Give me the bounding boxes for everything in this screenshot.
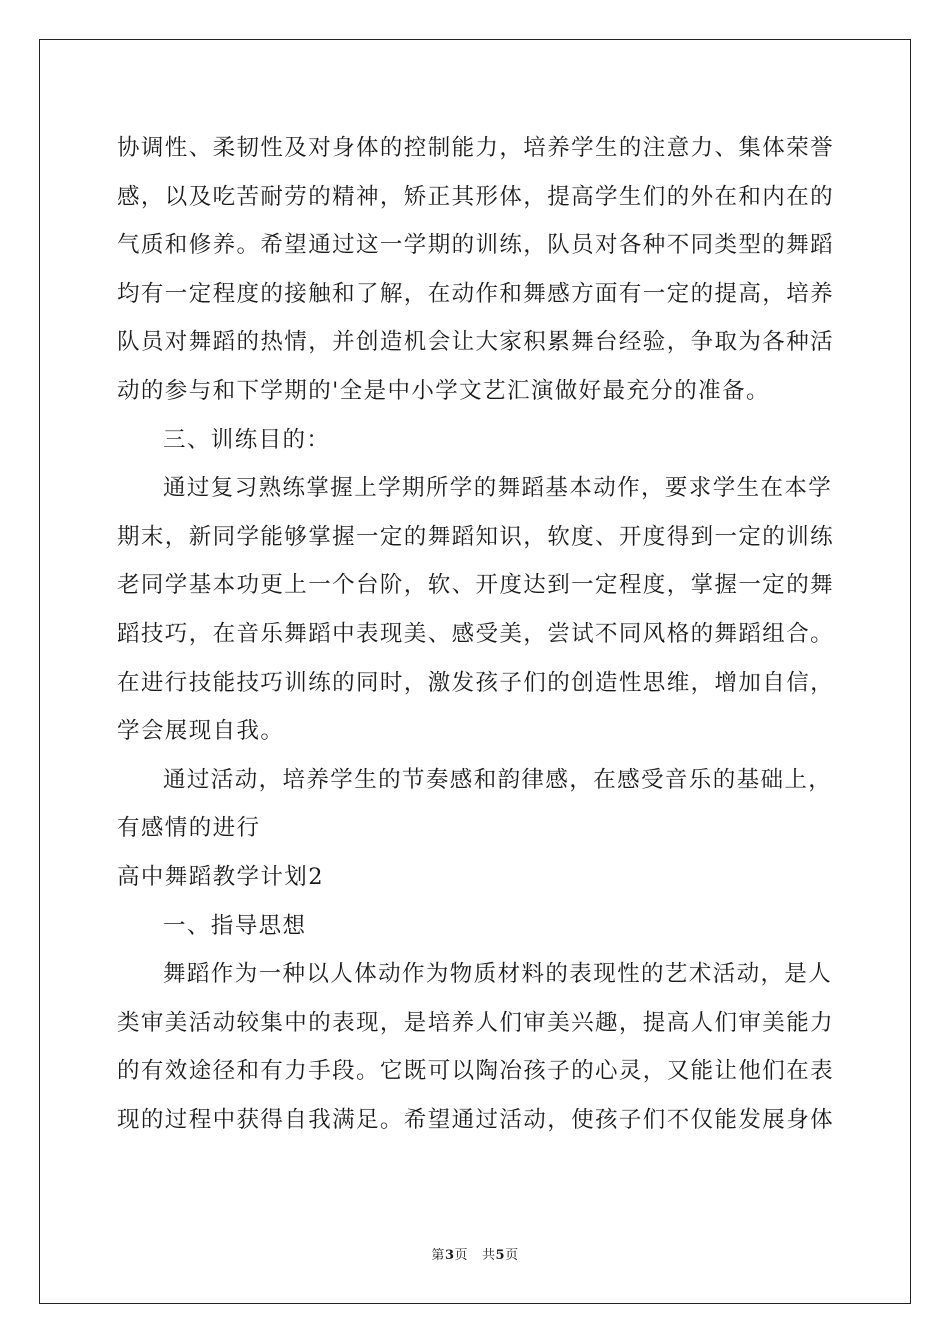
text-line: 的有效途径和有力手段。它既可以陶冶孩子的心灵，又能让他们在表 (117, 1058, 835, 1085)
text-line: 类审美活动较集中的表现，是培养人们审美兴趣，提高人们审美能力 (117, 1009, 835, 1036)
total-prefix: 共 (482, 1248, 496, 1263)
page-suffix: 页 (454, 1248, 468, 1263)
text-line: 现的过程中获得自我满足。希望通过活动，使孩子们不仅能发展身体 (117, 1106, 835, 1133)
text-line: 均有一定程度的接触和了解，在动作和舞感方面有一定的提高，培养 (117, 280, 835, 307)
text-line: 期末，新同学能够掌握一定的舞蹈知识，软度、开度得到一定的训练 (117, 523, 835, 550)
text-line: 协调性、柔韧性及对身体的控制能力，培养学生的注意力、集体荣誉 (117, 135, 835, 161)
document-body (117, 124, 833, 1144)
text-line: 舞蹈作为一种以人体动作为物质材料的表现性的艺术活动，是人 (163, 961, 833, 988)
text-line: 气质和修养。希望通过这一学期的训练，队员对各种不同类型的舞蹈 (117, 232, 835, 259)
text-line: 通过活动，培养学生的节奏感和韵律感，在感受音乐的基础上， (163, 766, 833, 793)
text-line: 队员对舞蹈的热情，并创造机会让大家积累舞台经验，争取为各种活 (117, 329, 835, 356)
text-line: 通过复习熟练掌握上学期所学的舞蹈基本动作，要求学生在本学 (163, 475, 833, 502)
section-heading-training-goals: 三、训练目的： (163, 426, 331, 453)
text-line: 感，以及吃苦耐劳的精神，矫正其形体，提高学生们的外在和内在的 (117, 183, 835, 210)
text-line: 学会展现自我。 (117, 718, 285, 745)
page-footer (0, 1247, 950, 1265)
text-line: 老同学基本功更上一个台阶，软、开度达到一定程度，掌握一定的舞 (117, 572, 835, 599)
document-title-plan-2: 高中舞蹈教学计划2 (117, 863, 324, 890)
total-suffix: 页 (505, 1248, 519, 1263)
page-prefix: 第 (431, 1248, 445, 1263)
page-number-current: 3 (444, 1248, 455, 1263)
text-line: 有感情的进行 (117, 815, 261, 842)
section-heading-guiding-ideology: 一、指导思想 (163, 912, 307, 939)
text-line: 动的参与和下学期的'全是中小学文艺汇演做好最充分的准备。 (117, 377, 770, 404)
text-line: 蹈技巧，在音乐舞蹈中表现美、感受美，尝试不同风格的舞蹈组合。 (117, 620, 835, 647)
text-line: 在进行技能技巧训练的同时，激发孩子们的创造性思维，增加自信， (117, 669, 835, 696)
page-number-total: 5 (495, 1248, 506, 1263)
